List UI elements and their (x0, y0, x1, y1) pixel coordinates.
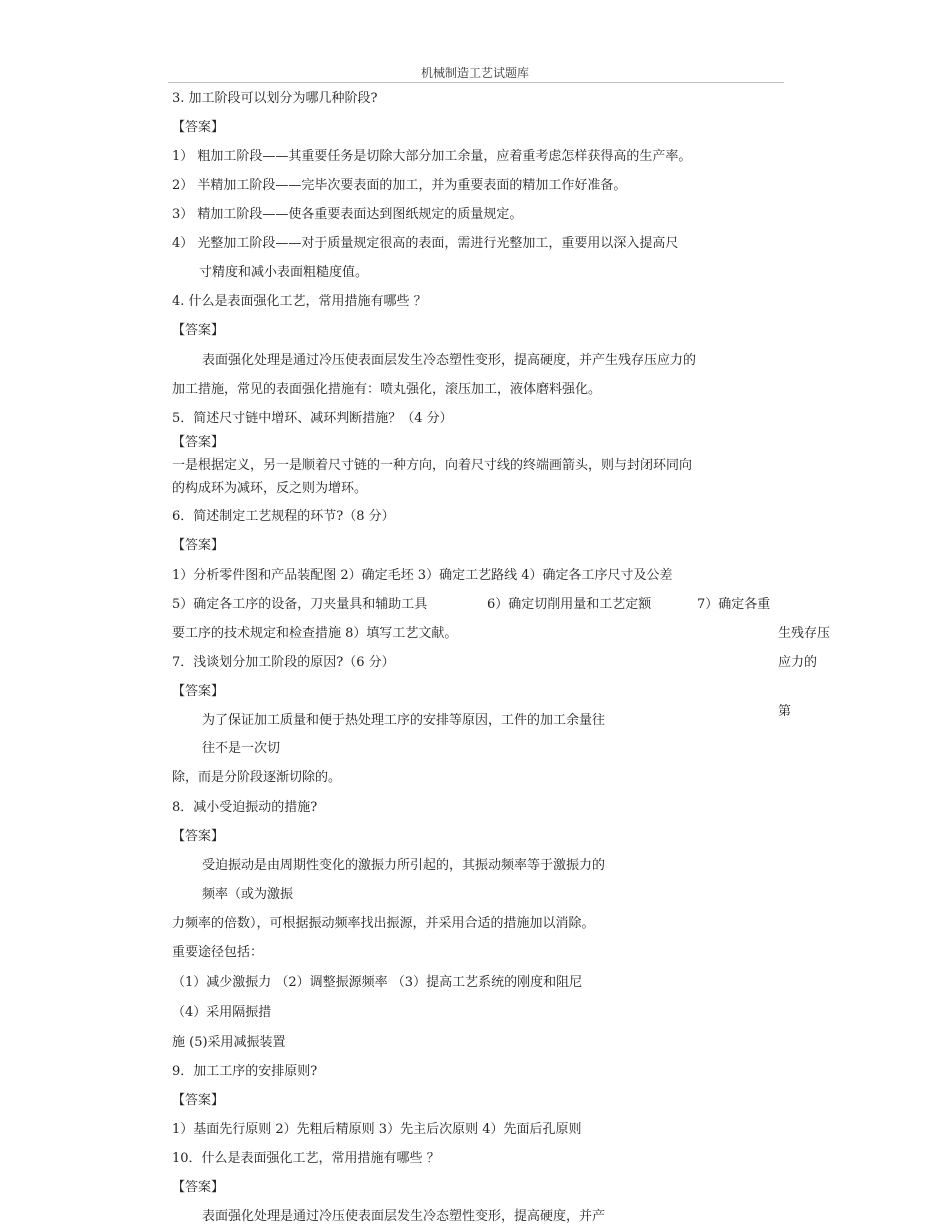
answer-label: 【答案】 (172, 538, 225, 553)
answer-line: 7）确定各重 (697, 597, 771, 612)
answer-line: 4） 光整加工阶段——对于质量规定很高的表面，需进行光整加工，重要用以深入提高尺 (172, 236, 679, 251)
answer-line: （1）减少激振力 （2）调整振源频率 （3）提高工艺系统的刚度和阻尼 (172, 975, 583, 990)
page-header-title: 机械制造工艺试题库 (420, 66, 529, 80)
question-3: 3. 加工阶段可以划分为哪几种阶段? (172, 91, 378, 106)
answer-line: 1）基面先行原则 2）先粗后精原则 3）先主后次原则 4）先面后孔原则 (172, 1122, 582, 1137)
answer-line: 加工措施，常见的表面强化措施有：喷丸强化，滚压加工，液体磨料强化。 (172, 382, 602, 397)
answer-line: 表面强化处理是通过冷压使表面层发生冷态塑性变形，提高硬度，并产生残存压应力的 (202, 353, 697, 368)
answer-label: 【答案】 (172, 120, 225, 135)
question-7: 7．浅谈划分加工阶段的原因?（6 分） (172, 655, 395, 670)
question-10: 10．什么是表面强化工艺，常用措施有哪些 ？ (172, 1151, 440, 1166)
margin-note: 第 (778, 704, 792, 719)
answer-line: 寸精度和减小表面粗糙度值。 (199, 265, 369, 280)
answer-line: 为了保证加工质量和便于热处理工序的安排等原因，工件的加工余量往 (202, 713, 606, 728)
margin-note: 应力的 (778, 655, 818, 670)
answer-line: 频率（或为激振 (202, 887, 294, 902)
question-9: 9．加工工序的安排原则? (172, 1064, 318, 1079)
header-divider (168, 82, 784, 83)
margin-note: 生残存压 (778, 626, 831, 641)
answer-label: 【答案】 (172, 829, 225, 844)
answer-line: 要工序的技术规定和检查措施 8）填写工艺文献。 (172, 626, 458, 641)
answer-line: 除，而是分阶段逐渐切除的。 (172, 770, 342, 785)
question-6: 6．简述制定工艺规程的环节?（8 分） (172, 509, 395, 524)
answer-line: 6）确定切削用量和工艺定额 (487, 597, 652, 612)
answer-line: 2） 半精加工阶段——完毕次要表面的加工，并为重要表面的精加工作好准备。 (172, 178, 627, 193)
answer-line: 受迫振动是由周期性变化的激振力所引起的，其振动频率等于激振力的 (202, 858, 606, 873)
answer-line: 重要途径包括： (172, 945, 264, 960)
answer-line: 1） 粗加工阶段——其重要任务是切除大部分加工余量，应着重考虑怎样获得高的生产率。 (172, 149, 692, 164)
answer-label: 【答案】 (172, 684, 225, 699)
answer-line: 力频率的倍数），可根据振动频率找出振源，并采用合适的措施加以消除。 (172, 916, 595, 931)
answer-line: 3） 精加工阶段——使各重要表面达到图纸规定的质量规定。 (172, 207, 523, 222)
answer-line: 一是根据定义，另一是顺着尺寸链的一种方向，向着尺寸线的终端画箭头，则与封闭环同向 (172, 458, 693, 473)
answer-line: （4）采用隔振措 (172, 1005, 272, 1020)
answer-line: 施 (5)采用减振装置 (172, 1035, 286, 1050)
answer-line: 的构成环为减环，反之则为增环。 (172, 481, 368, 496)
answer-label: 【答案】 (172, 1180, 225, 1195)
question-4: 4. 什么是表面强化工艺，常用措施有哪些 ？ (172, 294, 427, 309)
question-5: 5．简述尺寸链中增环、减环判断措施？（4 分） (172, 411, 453, 426)
answer-label: 【答案】 (172, 1093, 225, 1108)
answer-line: 1）分析零件图和产品装配图 2）确定毛坯 3）确定工艺路线 4）确定各工序尺寸及公差 (172, 568, 673, 583)
answer-label: 【答案】 (172, 435, 225, 450)
question-8: 8．减小受迫振动的措施? (172, 800, 318, 815)
answer-line: 表面强化处理是通过冷压使表面层发生冷态塑性变形，提高硬度，并产 (202, 1209, 606, 1224)
answer-line: 往不是一次切 (202, 741, 281, 756)
answer-label: 【答案】 (172, 323, 225, 338)
answer-line: 5）确定各工序的设备，刀夹量具和辅助工具 (172, 597, 428, 612)
